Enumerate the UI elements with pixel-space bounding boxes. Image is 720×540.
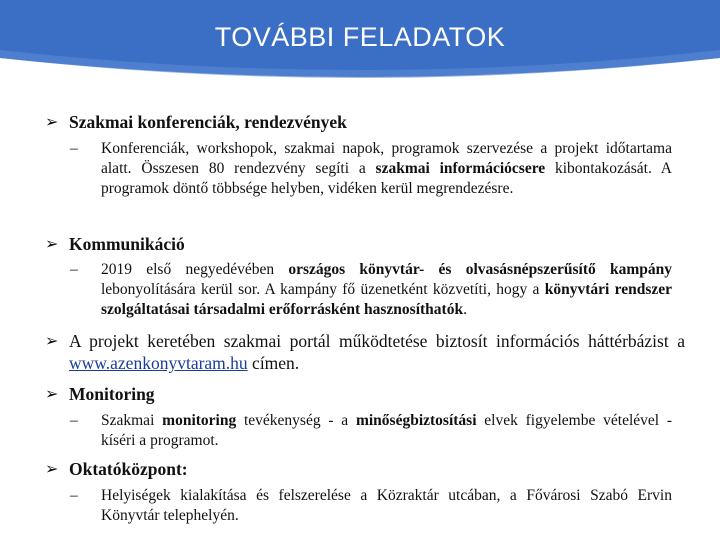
sub-item-text: Szakmai monitoring tevékenység - a minőségbiztosítási elvek figyelembe vételével - kíséri a programot.: [101, 412, 673, 449]
bullet-label: Szakmai konferenciák, rendezvények: [69, 112, 347, 132]
arrow-bullet-icon: ➢: [45, 331, 59, 350]
bullet-text: A projekt keretében szakmai portál működtetése biztosít információs háttérbázist a www.azenkonyvtaram.hu címen.: [69, 331, 685, 373]
dash-icon: –: [70, 140, 78, 157]
sub-item-text: Helyiségek kialakítása és felszerelése a Közraktár utcában, a Fővárosi Szabó Ervin Könyvtár telephelyén.: [101, 487, 672, 524]
dash-icon: –: [70, 487, 78, 504]
bullet-label: Kommunikáció: [69, 234, 185, 254]
bullet-label: Oktatóközpont:: [69, 459, 188, 479]
dash-icon: –: [70, 261, 78, 278]
header-bar: [0, 0, 720, 82]
page-title: TOVÁBBI FELADATOK: [214, 22, 506, 52]
arrow-bullet-icon: ➢: [45, 234, 59, 253]
arrow-bullet-icon: ➢: [45, 384, 59, 403]
arrow-bullet-icon: ➢: [45, 112, 59, 131]
arrow-bullet-icon: ➢: [45, 459, 59, 478]
dash-icon: –: [70, 412, 78, 429]
portal-link[interactable]: www.azenkonyvtaram.hu: [69, 353, 248, 373]
sub-item-text: Konferenciák, workshopok, szakmai napok, programok szervezése a projekt időtartama alatt. Összesen 80 rendezvény segíti a szakmai információcsere kibontakozását. A programok döntő többsége helyben, vidéken kerül megrendezésre.: [101, 140, 673, 197]
sub-item-text: 2019 első negyedévében országos könyvtár- és olvasásnépszerűsítő kampány lebonyolítására kerül sor. A kampány fő üzenetként közvetíti, hogy a könyvtári rendszer szolgáltatásai társadalmi erőforrásként hasznosíthatók.: [101, 261, 672, 318]
bullet-label: Monitoring: [69, 384, 155, 404]
